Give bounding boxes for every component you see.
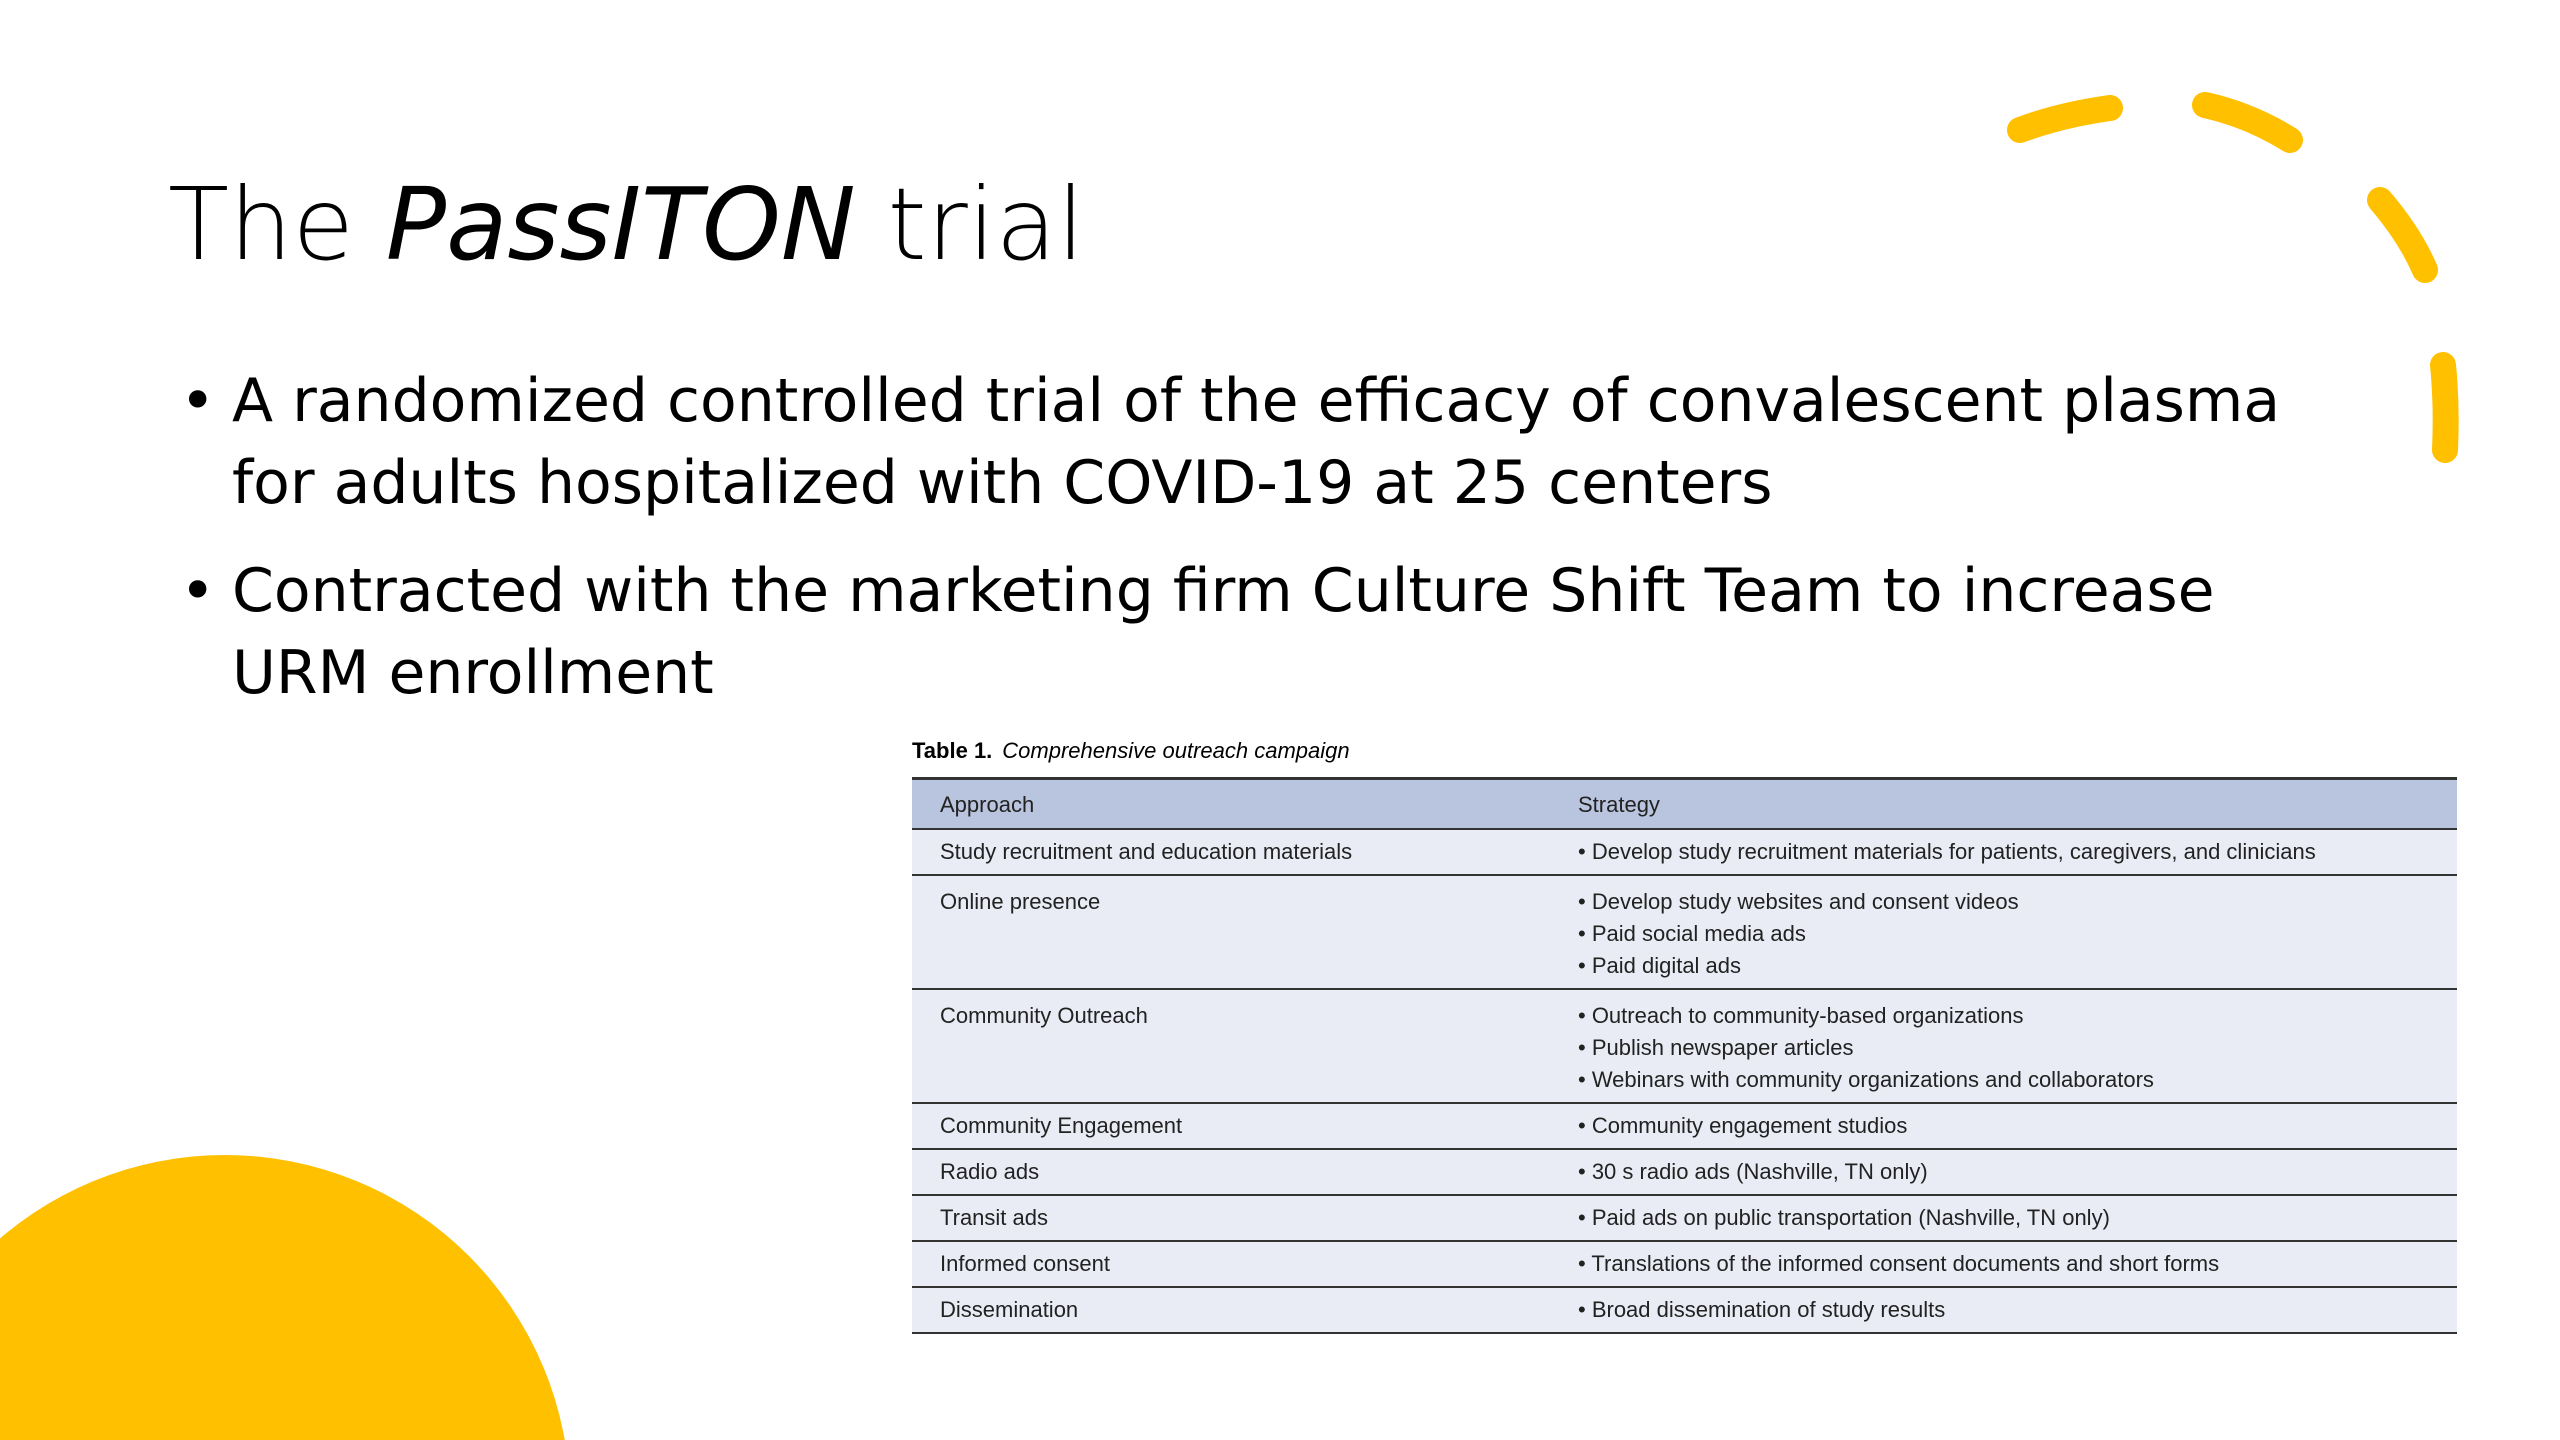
bullet-list [180,360,2330,740]
table-body [912,829,2457,1333]
strategy-cell [1550,989,2457,1103]
approach-cell: Study recruitment and education materials [912,829,1550,875]
strategy-cell [1550,1241,2457,1287]
bullet-item [180,360,2330,524]
bullet-text: A randomized controlled trial of the efficacy of convalescent plasma for adults hospitalized with COVID-19 at 25 centers [232,366,2281,518]
strategy-cell [1550,875,2457,989]
strategy-cell [1550,1195,2457,1241]
approach-cell: Transit ads [912,1195,1550,1241]
bullet-item [180,550,2330,714]
bullet-dot: • [180,366,216,436]
table-row [912,875,2457,989]
arc-dash [2205,105,2290,140]
table-row [912,829,2457,875]
title-italic: PassITON [385,166,856,283]
strategy-item: • Develop study recruitment materials for patients, caregivers, and clinicians [1578,839,2316,864]
table-row [912,1149,2457,1195]
strategy-cell [1550,1149,2457,1195]
arc-dash [2380,200,2425,270]
approach-cell: Informed consent [912,1241,1550,1287]
strategy-item: • 30 s radio ads (Nashville, TN only) [1578,1159,1928,1184]
decorative-yellow-circle [0,1155,570,1440]
strategy-item: • Translations of the informed consent documents and short forms [1578,1251,2220,1276]
strategy-cell [1550,1103,2457,1149]
outreach-table [912,777,2457,1334]
strategy-item: • Outreach to community-based organizations [1578,1003,2024,1028]
table-caption [912,737,1350,765]
bullet-dot: • [180,556,216,626]
strategy-item: • Paid ads on public transportation (Nashville, TN only) [1578,1205,2110,1230]
strategy-item: • Paid digital ads [1578,953,1742,978]
table-row [912,989,2457,1103]
strategy-item: • Broad dissemination of study results [1578,1297,1946,1322]
table-header-row [912,779,2457,830]
table-row [912,1241,2457,1287]
bullet-text: Contracted with the marketing firm Culture Shift Team to increase URM enrollment [232,556,2215,708]
strategy-item: • Community engagement studios [1578,1113,1908,1138]
table-row [912,1195,2457,1241]
title-suffix: trial [855,166,1085,283]
strategy-item: • Webinars with community organizations and collaborators [1578,1067,2154,1092]
approach-cell: Radio ads [912,1149,1550,1195]
header-approach: Approach [912,779,1550,830]
arc-dash [2020,108,2110,130]
approach-cell: Dissemination [912,1287,1550,1333]
strategy-cell [1550,829,2457,875]
header-strategy: Strategy [1550,779,2457,830]
title-prefix: The [168,166,386,283]
slide-title [168,160,1085,290]
strategy-item: • Paid social media ads [1578,921,1806,946]
strategy-item: • Develop study websites and consent videos [1578,889,2019,914]
table-row [912,1103,2457,1149]
table-row [912,1287,2457,1333]
approach-cell: Community Outreach [912,989,1550,1103]
strategy-cell [1550,1287,2457,1333]
approach-cell: Online presence [912,875,1550,989]
table-caption-text: Comprehensive outreach campaign [1002,738,1350,763]
strategy-item: • Publish newspaper articles [1578,1035,1854,1060]
approach-cell: Community Engagement [912,1103,1550,1149]
table-caption-label: Table 1. [912,738,993,763]
arc-dash [2443,365,2446,450]
